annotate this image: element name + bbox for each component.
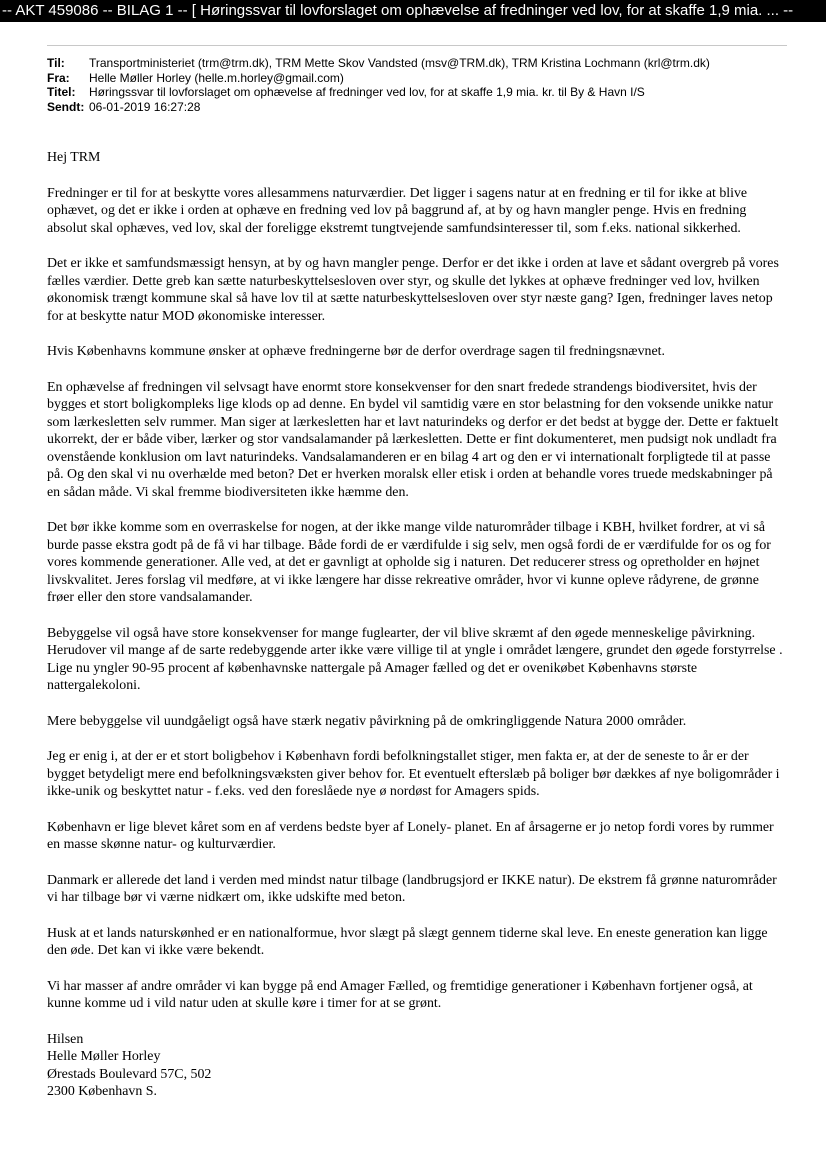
body-paragraph: Bebyggelse vil også have store konsekvenser for mange fuglearter, der vil blive skræmt af den øgede menneskelige påvirkning. Herudover vil mange af de sarte redebyggende arter ikke være villige til at yngle i området længere, grundet den øgede forstyrrelse . Lige nu yngler 90-95 procent af københavnske nattergale på Amager fælled og det er ovenikøbet Københavns største nattergalekoloni.: [47, 625, 783, 693]
sent-label: Sendt:: [47, 99, 85, 114]
subject-label: Titel:: [47, 85, 76, 99]
from-row: [47, 71, 807, 86]
body-paragraph: Hvis Københavns kommune ønsker at ophæve fredningerne bør de derfor overdrage sagen til fredningsnævnet.: [47, 344, 665, 359]
header-divider: [47, 45, 787, 46]
sent-row: [47, 100, 807, 115]
body-paragraph: Danmark er allerede det land i verden med mindst natur tilbage (landbrugsjord er IKKE natur). De ekstrem få grønne naturområder vi har tilbage bør vi værne nidkært om, ikke udskifte med beton.: [47, 872, 777, 905]
subject-value: Høringssvar til lovforslaget om ophævelse af fredninger ved lov, for at skaffe 1,9 mia. kr. til By & Havn I/S: [89, 85, 645, 99]
signature-name: Helle Møller Horley: [47, 1049, 161, 1064]
signature: [47, 1031, 787, 1101]
email-header: [47, 56, 807, 114]
greeting: Hej TRM: [47, 150, 101, 165]
body-paragraph: Mere bebyggelse vil uundgåeligt også have stærk negativ påvirkning på de omkringliggende Natura 2000 områder.: [47, 713, 687, 729]
to-row: [47, 56, 807, 71]
body-paragraph: København er lige blevet kåret som en af verdens bedste byer af Lonely- planet. En af årsagerne er jo netop fordi vores by rummer en masse skønne natur- og kulturværdier.: [47, 819, 774, 852]
from-label: Fra:: [47, 70, 70, 85]
signature-street: Ørestads Boulevard 57C, 502: [47, 1066, 212, 1082]
document-title-bar: [0, 0, 826, 22]
to-label: Til:: [47, 56, 65, 70]
body-paragraph: Vi har masser af andre områder vi kan bygge på end Amager Fælled, og fremtidige generationer i København fortjener også, at kunne komme ud i vild natur uden at skulle køre i timer for at se grønt.: [47, 978, 753, 1011]
document-title: -- AKT 459086 -- BILAG 1 -- [ Høringssvar til lovforslaget om ophævelse af fredninger ved lov, for at skaffe 1,9 mia. ... --: [2, 2, 794, 19]
body-paragraph: Det er ikke et samfundsmæssigt hensyn, at by og havn mangler penge. Derfor er det ikke i orden at lave et sådant overgreb på vores fælles værdier. Dette greb kan sætte naturbeskyttelsesloven over styr, og skulle det lykkes at ophæve fredninger ved lov, hvilken økonomisk trængt kommune skal så have lov til at sætte naturbeskyttelsesloven over styr næste gang? Igen, fredninger laves netop for at beskytte natur MOD økonomiske interesser.: [47, 256, 779, 324]
body-paragraph: Det bør ikke komme som en overraskelse for nogen, at der ikke mange vilde naturområder tilbage i KBH, hvilket fordrer, at vi så burde passe ekstra godt på de få vi har tilbage. Både fordi de er værdifulde i sig selv, men også fordi de er værdifulde for os og for vores kommende generationer. Alle ved, at det er gavnligt at opholde sig i naturen. Det reducerer stress og opretholder en højnet livskvalitet. Jeres forslag vil medføre, at vi ikke længere har disse rekreative områder, hvor vi kunne opleve rådyrene, de grønne frøer eller den store vandsalamander.: [47, 520, 771, 605]
subject-row: [47, 85, 807, 100]
sent-value: 06-01-2019 16:27:28: [89, 99, 201, 114]
body-paragraph: En ophævelse af fredningen vil selvsagt have enormt store konsekvenser for den snart fredede strandengs biodiversitet, hvis der bygges et stort boligkompleks lige klods op ad denne. En bydel vil samtidig være en stor belastning for den voksende unikke natur som lærkesletten selv rummer. Man siger at lærkesletten har et lavt naturindeks og derfor er det bedst at bygge der. Dette er faktuelt ukorrekt, der er både viber, lærker og stor vandsalamander på lærkesletten. Dette er fint dokumenteret, men pudsigt nok undladt fra ovenstående konklusion om lavt naturindeks. Vandsalamanderen er en bilag 4 art og den er vi internationalt forpligtede til at passe på. Og den skal vi nu overhælde med beton? Det er hverken moralsk eller etisk i orden at behandle vores truede medskabninger på en sådan måde. Vi skal fremme biodiversiteten ikke hæmme den.: [47, 379, 779, 500]
body-paragraph: Jeg er enig i, at der er et stort boligbehov i København fordi befolkningstallet stiger, men fakta er, at der de seneste to år er der bygget betydeligt mere end befolkningsvæksten giver behov for. Et eventuelt efterslæb på boliger bør dækkes af nye boligområder i ikke-unik og beskyttet natur - f.eks. ved den foreslåede nye ø nordøst for Amagers spids.: [47, 749, 780, 799]
body-paragraph: Husk at et lands naturskønhed er en nationalformue, hvor slægt på slægt gennem tiderne skal leve. En eneste generation kan ligge den øde. Det kan vi ikke være bekendt.: [47, 925, 768, 958]
email-body: [47, 149, 787, 1101]
from-value: Helle Møller Horley (helle.m.horley@gmail.com): [89, 70, 344, 85]
signature-city: 2300 København S.: [47, 1084, 157, 1099]
body-paragraph: Fredninger er til for at beskytte vores allesammens naturværdier. Det ligger i sagens natur at en fredning er til for ikke at blive ophævet, og det er ikke i orden at ophæve en fredning ved lov på baggrund af, at by og havn mangler penge. Hvis en fredning absolut skal ophæves, ved lov, skal der foreligge ekstremt tungtvejende samfundsinteresser til, som f.eks. national sikkerhed.: [47, 185, 748, 236]
to-value: Transportministeriet (trm@trm.dk), TRM Mette Skov Vandsted (msv@TRM.dk), TRM Kristina Lochmann (krl@trm.dk): [89, 56, 710, 70]
signature-closing: Hilsen: [47, 1031, 84, 1047]
